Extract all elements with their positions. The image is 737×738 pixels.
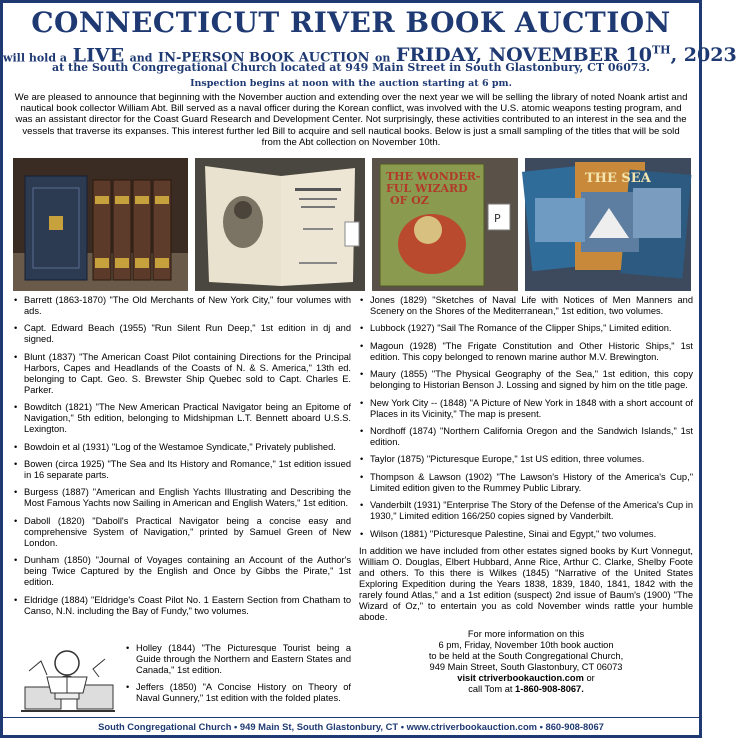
photo-open-book [195, 158, 365, 291]
svg-text:FUL WIZARD: FUL WIZARD [386, 182, 468, 195]
list-item: • Bowen (circa 1925) "The Sea and Its History and Romance," 1st edition issued in 16 separate parts. [13, 459, 351, 481]
list-item: • Thompson & Lawson (1902) "The Lawson's History of the America's Cup," Limited edition given to the Rummey Public Library. [359, 472, 693, 494]
website-link[interactable]: visit ctriverbookauction.com [457, 672, 584, 683]
svg-text:THE SEA: THE SEA [585, 171, 651, 186]
announcement-inperson: IN-PERSON BOOK AUCTION [158, 50, 370, 66]
list-item: • Lubbock (1927) "Sail The Romance of the Clipper Ships," Limited edition. [359, 323, 693, 334]
list-item: • Capt. Edward Beach (1955) "Run Silent Run Deep," 1st edition in dj and signed. [13, 323, 351, 345]
list-item: • Magoun (1928) "The Frigate Constitution and Other Historic Ships," 1st edition. This copy belonged to renown marine author M.V. Brewington. [359, 341, 693, 363]
list-item: • Wilson (1881) "Picturesque Palestine, Sinai and Egypt," two volumes. [359, 529, 693, 540]
closing-paragraph: In addition we have included from other estates signed books by Kurt Vonnegut, William O. Douglas, Elbert Hubbard, Anne Rice, Arthur C. Clarke, Shelby Foote and others. To this there is Wilkes (1845) "Narrative of the United States Exploring Expedition during the Years 1838, 1839, 1840, 1841, 1842 with the rarely found Atlas," and a 1st edition (suspect) 2nd issue of Baum's (1900) "The Wizard of Oz," to entertain you as cold November winds rattle your humble abode. [359, 545, 693, 622]
list-item: • Daboll (1820) "Daboll's Practical Navigator being a concise easy and comprehensive System of Navigation," printed by Samuel Green of New London. [13, 516, 351, 549]
list-item: • Nordhoff (1874) "Northern California Oregon and the Sandwich Islands," 1st edition. [359, 426, 693, 448]
left-book-list [13, 295, 351, 623]
contact-website-line: visit ctriverbookauction.com or [457, 672, 595, 683]
list-item: • Eldridge (1884) "Eldridge's Coast Pilot No. 1 Eastern Section from Chatham to Canso, N.N. including the Bay of Fundy," two volumes. [13, 595, 351, 617]
announcement-live: LIVE [72, 44, 125, 67]
list-item: • Burgess (1887) "American and English Yachts Illustrating and Describing the Most Famous Yachts now Sailing in American and English Waters," 1st edition. [13, 487, 351, 509]
footer-bar: South Congregational Church • 949 Main St, South Glastonbury, CT • www.ctriverbookauction.com • 860-908-8067 [3, 717, 699, 735]
auction-date: FRIDAY, NOVEMBER 10TH, 2023 [395, 44, 737, 67]
svg-text:P: P [494, 212, 501, 225]
svg-text:OF OZ: OF OZ [390, 194, 429, 207]
announcement-text-1: will hold a [3, 51, 67, 65]
list-item: • Vanderbilt (1931) "Enterprise The Story of the Defense of the America's Cup in 1930," Limited edition 166/250 copies signed by Vanderbilt. [359, 500, 693, 522]
contact-line-3: to be held at the South Congregational Church, [428, 650, 624, 661]
list-item: • Dunham (1850) "Journal of Voyages containing an Account of the Author's being Twice Captured by the English and Once by Gibbs the Pirate," 1st edition. [13, 555, 351, 588]
intro-paragraph: We are pleased to announce that beginning with the November auction and extending over the next year we will be selling the library of noted Noank artist and nautical book collector William Abt. Bill served as a naval officer during the Korean conflict, was involved with the U.S. atomic weapons testing program, and was an assistant director for the Coast Guard Research and Development Center. Not surprisingly, these activities contributed to an interest in the sea and the vessels that traverse its expanses. This interest further led Bill to acquire and sell nautical books. Below is just a small sampling of the titles that will be sold from the Abt collection on November 10th. [14, 92, 688, 148]
left-book-list-continued [125, 643, 351, 711]
announcement-on: on [375, 51, 391, 65]
contact-info [359, 629, 693, 695]
list-item: • Blunt (1837) "The American Coast Pilot containing Directions for the Principal Harbors, Capes and Headlands of the Coasts of N. & S. America," 13th ed. belonging to Capt. Geo. S. Brewster Ship Quebec sold to Capt. Charles E. Parker. [13, 352, 351, 396]
auction-inspection-time: Inspection begins at noon with the auction starting at 6 pm. [190, 78, 512, 89]
phone-number[interactable]: 1-860-908-8067. [515, 683, 584, 694]
list-item: • Holley (1844) "The Picturesque Tourist being a Guide through the Northern and Eastern States and Canada," 1st edition. [125, 643, 351, 676]
list-item: • Jones (1829) "Sketches of Naval Life with Notices of Men Manners and Scenery on the Shores of the Mediterranean," 1st edition, two volumes. [359, 295, 693, 317]
right-book-list [359, 295, 693, 695]
contact-line-1: For more information on this [467, 628, 585, 639]
svg-text:THE WONDER-: THE WONDER- [386, 170, 481, 183]
photo-old-volumes [13, 158, 188, 291]
list-item: • Maury (1855) "The Physical Geography of the Sea," 1st edition, this copy belonging to Historian Benson J. Lossing and signed by him on the title page. [359, 369, 693, 391]
list-item: • Bowditch (1821) "The New American Practical Navigator being an Epitome of Navigation," 5th edition, belonging to Midshipman L.T. Bennett aboard U.S.S. Lexington. [13, 402, 351, 435]
photo-sea-magazines [525, 158, 691, 291]
photo-wizard-of-oz [372, 158, 518, 291]
list-item: • Barrett (1863-1870) "The Old Merchants of New York City," four volumes with ads. [13, 295, 351, 317]
bookworm-clipart [17, 641, 119, 717]
contact-line-4: 949 Main Street, South Glastonbury, CT 06073 [429, 661, 623, 672]
list-item: • Bowdoin et al (1931) "Log of the Westamoe Syndicate," Privately published. [13, 442, 351, 453]
auction-location: at the South Congregational Church located at 949 Main Street in South Glastonbury, CT 06073. [52, 61, 650, 74]
list-item: • Jeffers (1850) "A Concise History on Theory of Naval Gunnery," 1st edition with the folded plates. [125, 682, 351, 704]
page-title: CONNECTICUT RIVER BOOK AUCTION [31, 6, 671, 39]
list-item: • Taylor (1875) "Picturesque Europe," 1st US edition, three volumes. [359, 454, 693, 465]
list-item: • New York City -- (1848) "A Picture of New York in 1848 with a short account of Places in its Vicinity," The map is present. [359, 398, 693, 420]
photo-strip [13, 158, 691, 291]
announcement-and: and [129, 51, 153, 65]
contact-phone-line: call Tom at 1-860-908-8067. [468, 683, 584, 694]
contact-line-2: 6 pm, Friday, November 10th book auction [438, 639, 614, 650]
